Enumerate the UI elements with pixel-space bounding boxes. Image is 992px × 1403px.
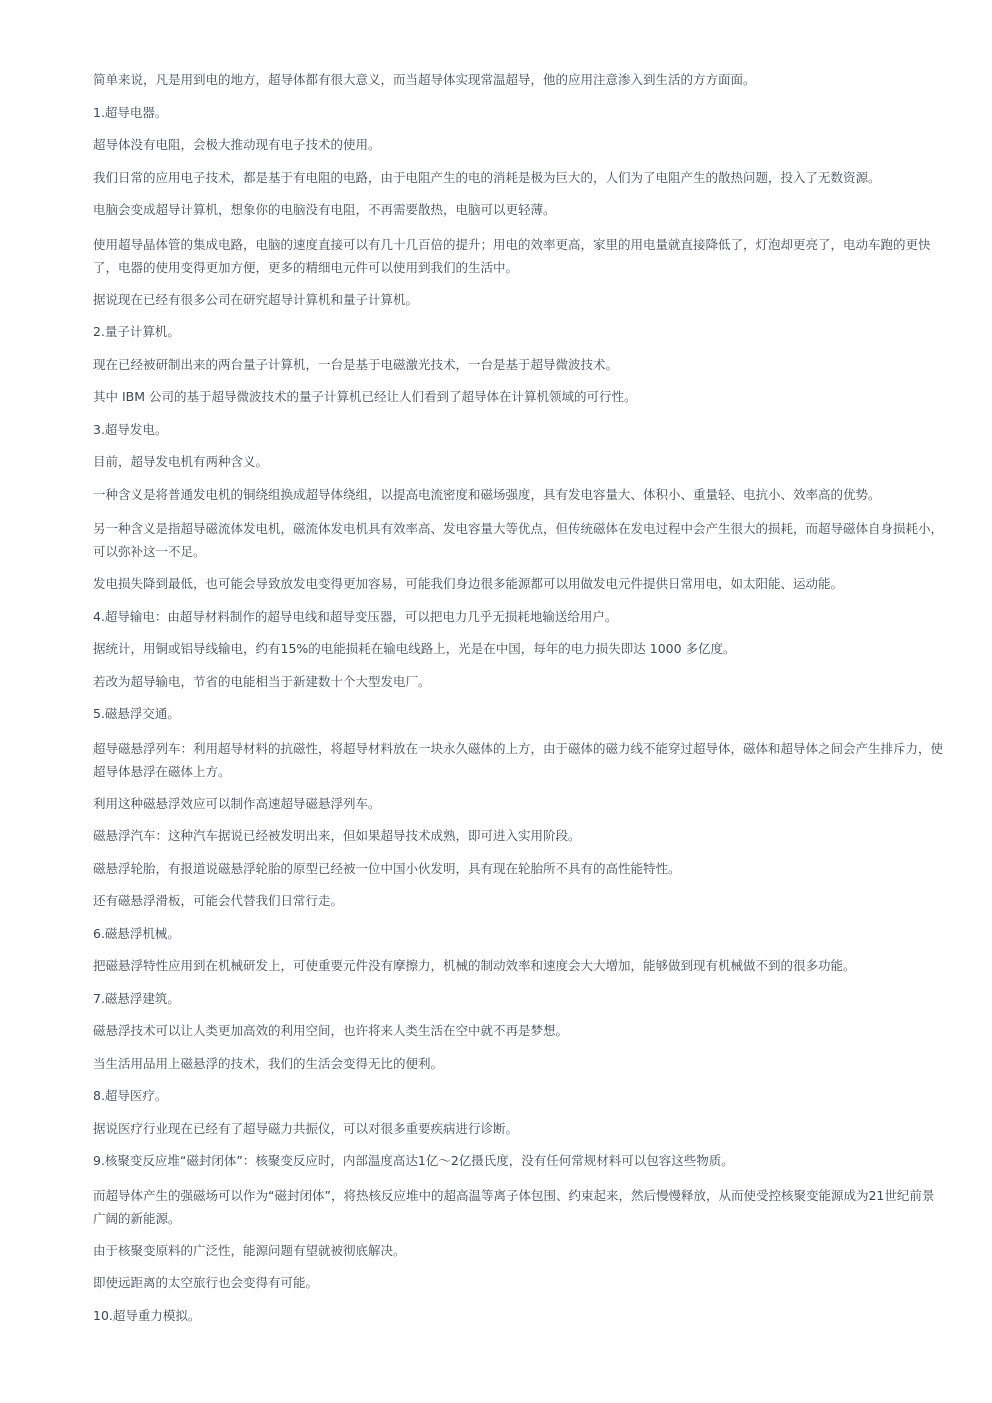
heading-fusion-reactor: 9.核聚变反应堆“磁封闭体”：核聚变反应时，内部温度高达1亿～2亿摄氏度，没有任何常规材料可以包容这些物质。 bbox=[93, 1153, 734, 1168]
paragraph: 电脑会变成超导计算机，想象你的电脑没有电阻，不再需要散热，电脑可以更轻薄。 bbox=[93, 202, 556, 217]
paragraph-intro: 简单来说，凡是用到电的地方，超导体都有很大意义，而当超导体实现常温超导，他的应用注意渗入到生活的方方面面。 bbox=[93, 72, 756, 87]
heading-superconducting-transmission: 4.超导输电：由超导材料制作的超导电线和超导变压器，可以把电力几乎无损耗地输送给用户。 bbox=[93, 608, 618, 624]
paragraph: 据统计，用铜或铝导线输电，约有15%的电能损耗在输电线路上，光是在中国，每年的电力损失即达 1000 多亿度。 bbox=[93, 641, 736, 656]
paragraph: 另一种含义是指超导磁流体发电机，磁流体发电机具有效率高、发电容量大等优点，但传统磁体在发电过程中会产生很大的损耗，而超导磁体自身损耗小，可以弥补这一不足。 bbox=[93, 521, 944, 559]
paragraph: 由于核聚变原料的广泛性，能源问题有望就被彻底解决。 bbox=[93, 1242, 406, 1258]
paragraph: 超导体没有电阻，会极大推动现有电子技术的使用。 bbox=[93, 137, 381, 152]
paragraph: 据说现在已经有很多公司在研究超导计算机和量子计算机。 bbox=[93, 291, 419, 307]
paragraph: 据说医疗行业现在已经有了超导磁力共振仪，可以对很多重要疾病进行诊断。 bbox=[93, 1120, 519, 1136]
paragraph: 使用超导晶体管的集成电路，电脑的速度直接可以有几十几百倍的提升；用电的效率更高，家里的用电量就直接降低了，灯泡却更亮了，电动车跑的更快了，电器的使用变得更加方便，更多的精细电元件可以使用到我们的生活中。 bbox=[93, 236, 931, 275]
paragraph: 而超导体产生的强磁场可以作为“磁封闭体”，将热核反应堆中的超高温等离子体包围、约束起来，然后慢慢释放，从而使受控核聚变能源成为21世纪前景广阔的新能源。 bbox=[93, 1187, 935, 1226]
paragraph: 磁悬浮汽车：这种汽车据说已经被发明出来，但如果超导技术成熟，即可进入实用阶段。 bbox=[93, 828, 581, 843]
paragraph: 一种含义是将普通发电机的铜绕组换成超导体绕组，以提高电流密度和磁场强度，具有发电容量大、体积小、重量轻、电抗小、效率高的优势。 bbox=[93, 486, 881, 502]
paragraph: 目前，超导发电机有两种含义。 bbox=[93, 454, 269, 469]
heading-quantum-computer: 2.量子计算机。 bbox=[93, 324, 180, 339]
paragraph: 我们日常的应用电子技术，都是基于有电阻的电路，由于电阻产生的电的消耗是极为巨大的，人们为了电阻产生的散热问题，投入了无数资源。 bbox=[93, 169, 881, 185]
heading-maglev-machinery: 6.磁悬浮机械。 bbox=[93, 925, 180, 941]
paragraph: 若改为超导输电，节省的电能相当于新建数十个大型发电厂。 bbox=[93, 673, 431, 689]
heading-superconducting-appliances: 1.超导电器。 bbox=[93, 104, 168, 120]
heading-superconducting-power-generation: 3.超导发电。 bbox=[93, 421, 168, 437]
paragraph: 现在已经被研制出来的两台量子计算机，一台是基于电磁激光技术，一台是基于超导微波技术。 bbox=[93, 356, 619, 372]
paragraph: 发电损失降到最低，也可能会导致放发电变得更加容易，可能我们身边很多能源都可以用做发电元件提供日常用电，如太阳能、运动能。 bbox=[93, 576, 844, 591]
paragraph: 磁悬浮技术可以让人类更加高效的利用空间，也许将来人类生活在空中就不再是梦想。 bbox=[93, 1023, 569, 1038]
heading-gravity-simulation: 10.超导重力模拟。 bbox=[93, 1307, 201, 1323]
paragraph: 即使远距离的太空旅行也会变得有可能。 bbox=[93, 1275, 319, 1290]
paragraph: 把磁悬浮特性应用到在机械研发上，可使重要元件没有摩擦力，机械的制动效率和速度会大大增加，能够做到现有机械做不到的很多功能。 bbox=[93, 958, 856, 973]
paragraph: 其中 IBM 公司的基于超导微波技术的量子计算机已经让人们看到了超导体在计算机领域的可行性。 bbox=[93, 389, 637, 404]
heading-superconducting-medical: 8.超导医疗。 bbox=[93, 1088, 168, 1103]
paragraph: 磁悬浮轮胎，有报道说磁悬浮轮胎的原型已经被一位中国小伙发明，具有现在轮胎所不具有的高性能特性。 bbox=[93, 860, 681, 876]
paragraph: 当生活用品用上磁悬浮的技术，我们的生活会变得无比的便利。 bbox=[93, 1055, 444, 1071]
paragraph: 利用这种磁悬浮效应可以制作高速超导磁悬浮列车。 bbox=[93, 795, 381, 811]
paragraph: 超导磁悬浮列车：利用超导材料的抗磁性，将超导材料放在一块永久磁体的上方，由于磁体的磁力线不能穿过超导体，磁体和超导体之间会产生排斥力，使超导体悬浮在磁体上方。 bbox=[93, 740, 944, 779]
document-body bbox=[93, 70, 945, 1338]
heading-maglev-transport: 5.磁悬浮交通。 bbox=[93, 706, 180, 721]
paragraph: 还有磁悬浮滑板，可能会代替我们日常行走。 bbox=[93, 893, 344, 908]
heading-maglev-architecture: 7.磁悬浮建筑。 bbox=[93, 990, 180, 1006]
